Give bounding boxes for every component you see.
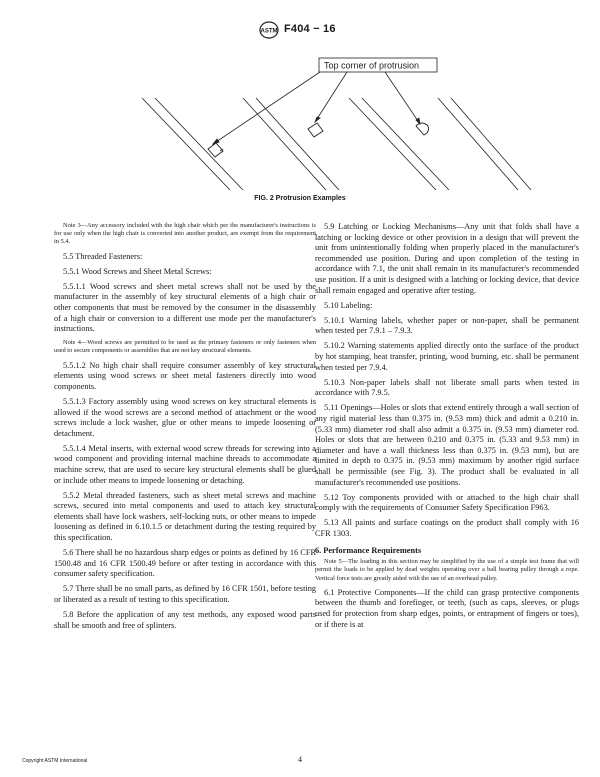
section-5-7: 5.7 There shall be no small parts, as defined by 16 CFR 1501, before testing or liberated as a result of testing to this specification. (54, 584, 316, 605)
page-header (0, 20, 600, 40)
copyright-notice: Copyright ASTM International (22, 758, 88, 764)
section-5-10-2: 5.10.2 Warning statements applied directly onto the surface of the product by hot stamping, heat transfer, printing, wood burning, etc. shall be permanent when tested per 7.9.4. (315, 341, 579, 372)
svg-text:ASTM: ASTM (260, 28, 278, 35)
section-5-5-1-4: 5.5.1.4 Metal inserts, with external wood screw threads for screwing into a wood component and providing internal machine threads to accommodate a machine screw, that are used to secure key structural elements shall be glued or include other means to impede loosening or detaching. (54, 443, 316, 485)
figure-caption: FIG. 2 Protrusion Examples (254, 195, 346, 202)
section-5-12: 5.12 Toy components provided with or attached to the high chair shall comply with the requirements of Consumer Safety Specification F963. (315, 492, 579, 513)
section-5-9: 5.9 Latching or Locking Mechanisms—Any unit that folds shall have a latching or locking device or other provision in a design that will prevent the unit from unintentionally folding when properly placed in the manufacturer's recommended use position. During and upon completion of the testing in accordance with 7.1, the unit shall remain in its manufacturer's recommended use position. If a unit is designed with a latching or locking device, that device shall remain engaged and operative after testing. (315, 222, 579, 295)
section-5-5-1-3: 5.5.1.3 Factory assembly using wood screws on key structural elements is allowed if the wood screws are a second method of attachment or the wood screws include a lock washer, glue or other means to impede loosening or detachment. (54, 396, 316, 438)
document-designation: F404 − 16 (284, 23, 336, 35)
note-5: Note 5—The loading in this section may be simplified by the use of a simple test frame that will permit the loads to be applied by dead weights operating over a ball bearing pulley through a rope. Vertical force tests are greatly aided with the use of an overhead pulley. (315, 558, 579, 582)
section-6-heading: 6. Performance Requirements (315, 545, 422, 555)
page-number: 4 (298, 755, 302, 764)
note-3: Note 3—Any accessory included with the high chair which per the manufacturer's instructions is for use only when the high chair is converted into another product, are exempt from the requirement in 5.4. (54, 222, 316, 246)
section-5-13: 5.13 All paints and surface coatings on the product shall comply with 16 CFR 1303. (315, 518, 579, 538)
section-5-5-1: 5.5.1 Wood Screws and Sheet Metal Screws: (63, 266, 212, 276)
section-5-5-2: 5.5.2 Metal threaded fasteners, such as sheet metal screws and machine screws, secured into metal components and used to attach key structural elements shall have lock washers, self-locking nuts, or other means to impede loosening as defined in 6.10.1.5 or detachment during the testing required by this specification. (54, 490, 316, 543)
section-5-5: 5.5 Threaded Fasteners: (63, 251, 143, 261)
section-5-8: 5.8 Before the application of any test methods, any exposed wood parts shall be smooth and free of splinters. (54, 610, 316, 630)
figure-label: Top corner of protrusion (324, 60, 420, 71)
left-column (54, 222, 316, 636)
section-5-5-1-2: 5.5.1.2 No high chair shall require consumer assembly of key structural elements using wood screws or sheet metal fasteners directly into wood components. (54, 360, 316, 391)
section-5-10-3: 5.10.3 Non-paper labels shall not liberate small parts when tested in accordance with 7.9.5. (315, 377, 579, 398)
section-5-6: 5.6 There shall be no hazardous sharp edges or points as defined by 16 CFR 1500.48 and 16 CFR 1500.49 before or after testing in accordance with this consumer safety specification. (54, 548, 316, 579)
section-5-5-1-1: 5.5.1.1 Wood screws and sheet metal screws shall not be used by the manufacturer in the assembly of key structural elements of a high chair or other components that must be removed by the consumer in the disassembly of a high chair or conversion to a different use mode per the manufacturer's instructions. (54, 281, 316, 334)
section-6-1: 6.1 Protective Components—If the child can grasp protective components between the thumb and forefinger, or teeth, (such as caps, sleeves, or plugs used for protection from sharp edges, points, or entrapment of fingers or toes), or if there is at (315, 587, 579, 629)
right-column (315, 222, 579, 635)
protrusion-examples-figure (0, 50, 600, 190)
note-4: Note 4—Wood screws are permitted to be used as the primary fasteners or only fasteners when used to secure components or assemblies that are not key structural elements. (54, 339, 316, 355)
section-5-10: 5.10 Labeling: (324, 300, 373, 310)
section-5-11: 5.11 Openings—Holes or slots that extend entirely through a wall section of any rigid material less than 0.375 in. (9.53 mm) thick and admit a 0.210 in. (5.33 mm) diameter rod shall also admit a 0.375 in. (9.53 mm) diameter rod. Holes or slots that are between 0.210 and 0.375 in. (5.33 and 9.53 mm) in diameter and have a wall thickness less than 0.375 in. (9.53 mm), but are limited in depth to 0.375 in. (9.53 mm) maximum by another rigid surface shall be permissible (see Fig. 3). The product shall be evaluated in all manufacturer's recommended use positions. (315, 403, 579, 487)
astm-logo (259, 21, 279, 39)
section-5-10-1: 5.10.1 Warning labels, whether paper or non-paper, shall be permanent when tested per 7.9.1 – 7.9.3. (315, 315, 579, 336)
